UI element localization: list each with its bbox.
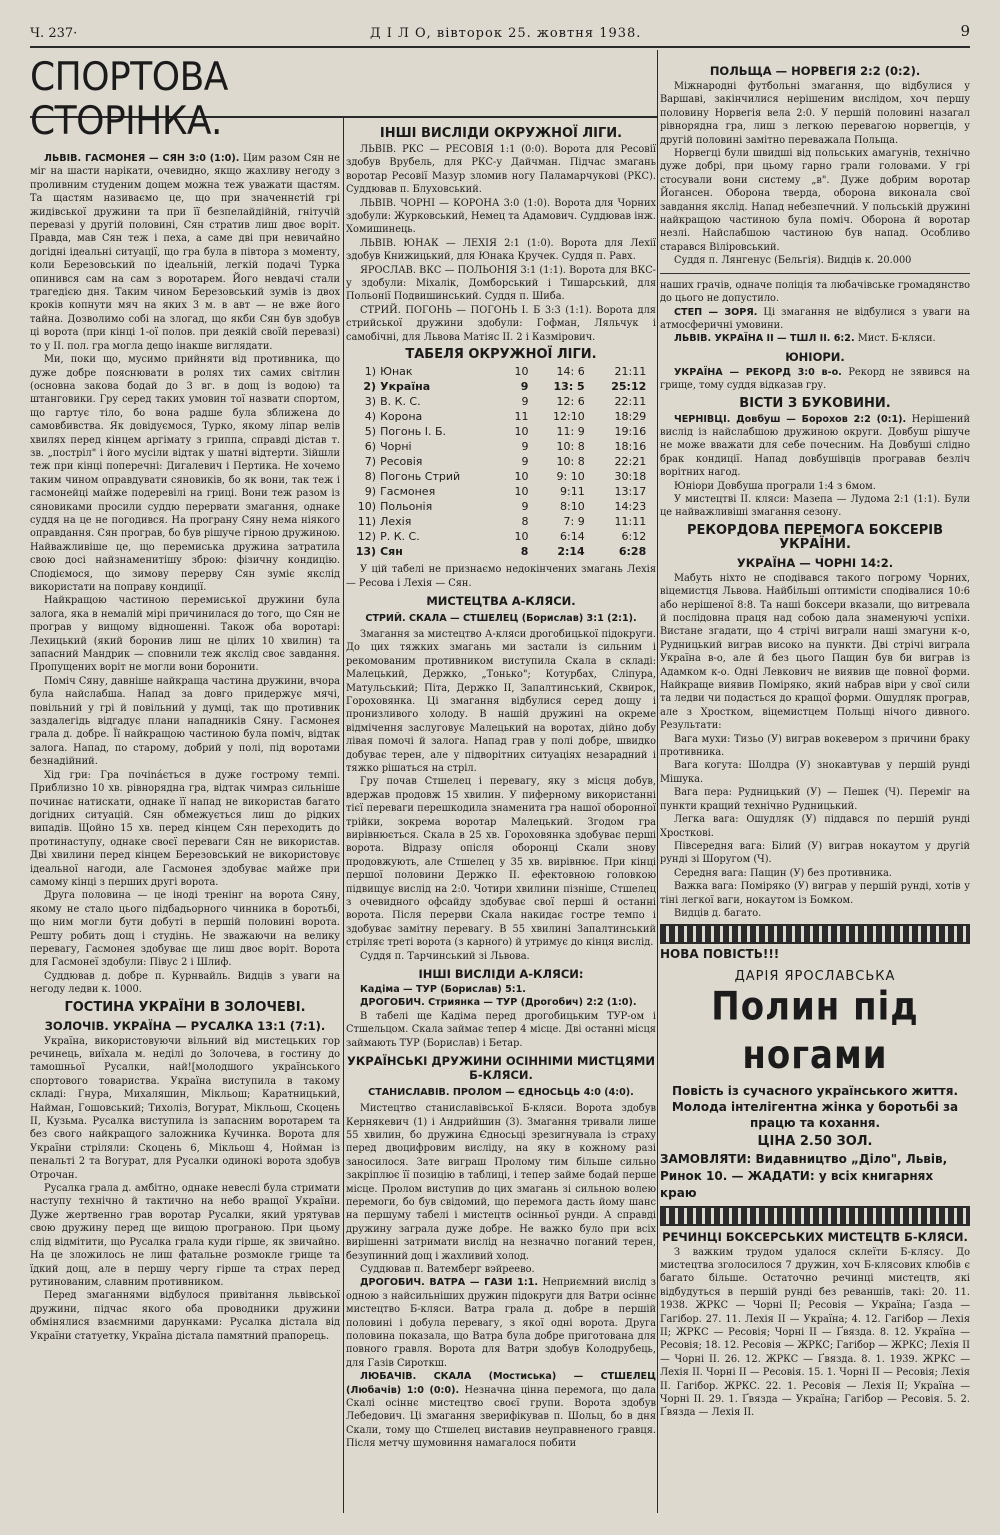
table-cell-p: 12:10 — [553, 410, 585, 424]
table-cell-s: 19:16 — [614, 425, 647, 439]
section-heading: РЕКОРДОВА ПЕРЕМОГА БОКСЕРІВ УКРАЇНИ. — [686, 522, 944, 552]
table-cell-n: 10) — [357, 500, 377, 514]
result-paragraph: ЯРОСЛАВ. ВКС — ПОЛЬОНІЯ 3:1 (1:1). Ворота для ВКС-у здобули: Міхалік, Домборський і Тишарський, для Польонії Подвишинський. Суддя п. Шиба. — [346, 264, 656, 303]
table-cell-s: 22:11 — [614, 395, 647, 409]
table-cell-team: Лехія — [380, 515, 412, 529]
table-row — [354, 379, 649, 394]
league-table — [354, 364, 649, 559]
book-advertisement — [660, 924, 970, 1225]
article-paragraph: Легка вага: Ошудляк (У) піддався по першій рунді Хростковi. — [660, 814, 970, 839]
table-cell-team: В. К. С. — [380, 395, 421, 409]
column-divider — [657, 50, 658, 1513]
section-heading: МИСТЕЦТВА А-КЛЯСИ. — [426, 593, 576, 608]
table-row — [354, 514, 649, 529]
table-cell-s: 18:29 — [614, 410, 647, 424]
table-row — [354, 424, 649, 439]
table-row — [354, 394, 649, 409]
section-heading: ІНШІ ВИСЛІДИ ОКРУЖНОЇ ЛІГИ. — [379, 126, 623, 141]
table-cell-p: 11: 9 — [556, 425, 585, 439]
column-3 — [660, 60, 970, 1420]
section-subheading: СТАНИСЛАВІВ. ПРОЛОМ — ЄДНОСЬЦЬ 4:0 (4:0). — [368, 1087, 634, 1099]
table-cell-team: Корона — [380, 410, 423, 424]
column-divider — [343, 118, 344, 1513]
table-cell-g: 10 — [514, 485, 529, 499]
table-cell-s: 11:11 — [614, 515, 647, 529]
article-paragraph: Гру почав Стшелец і перевагу, яку з місця добув, вдержав продовж 15 хвилин. У пиферному використанні тієї переваги перешкодила знаменита гра нашої оборонної трійки, зокрема воротар Малецький. Згодом гра вирівнюється. Скала в 25 хв. Гороховянка здобуває перші ворота. Відразу опісля оборонці Скали знову продовжують, але Стшелец у 35 хв. вирівнює. При кінці першої половини Держко II. ефектовною головкою підвищує вислід на 2:0. Чотири хвилини пізніше, Стшелец з очевидного офсайду здобуває свої перші й останні ворота. Після перерви Скала накидає гостре темпо і здобуває замітну перевагу. В 55 хвилині Запалтинський стріляє треті ворота (з карного) й утримує до кінця вислід. — [346, 776, 656, 949]
table-cell-team: Юнак — [380, 365, 413, 379]
table-row — [354, 484, 649, 499]
table-cell-n: 13) — [355, 545, 377, 559]
table-cell-g: 9 — [520, 380, 529, 394]
table-cell-p: 7: 9 — [563, 515, 585, 529]
table-cell-s: 6:12 — [621, 530, 647, 544]
table-cell-n: 5) — [364, 425, 377, 439]
table-cell-g: 9 — [521, 440, 529, 454]
article-paragraph: Вага когута: Шолдра (У) знокавтував у першій рунді Мішука. — [660, 760, 970, 785]
table-row — [354, 529, 649, 544]
table-cell-g: 11 — [514, 410, 529, 424]
ad-label: НОВА ПОВІСТЬ!!! — [660, 947, 780, 962]
article-paragraph: Перед змаганнями відбулося привітання львівської дружини, підчас якого оба проводники дружини обмінялися взаємними дарунками: Русалка дістала від України статуетку, Україна дістала памятний прапорець. — [30, 1290, 340, 1342]
table-cell-team: Погонь Стрий — [380, 470, 461, 484]
article-paragraph: Юніори Довбуша програли 1:4 з 6мом. — [674, 480, 876, 492]
article-paragraph: Україна, використовуючи вільний від мистецьких гор речинець, виїхала м. неділі до Золочева, в гостину до тамошньої Русалки, най![молодшого українського спортового товариства. Україна виступила в такому складі: Гнура, Михаляшин, Мікльош; Каратницький, Найман, Гошовський; Тихоліз, Вогурат, Мікльош, Скоцень II, Кузьма. Русалка виступила із запасним воротарем та без свого найкращого заложника Кучинка. Ворота для України стріляли: Скоцень 6, Мікльош 4, Нойман із пенальті 2 та Вогурат, для Русалки одинокі ворота здобув Отрочан. — [30, 1035, 340, 1181]
article-paragraph: СТЕП — ЗОРЯ. Ці змагання не відбулися з уваги на атмосферичні умовини. — [660, 306, 971, 331]
article-headline: ЛЬВІВ. ГАСМОНЕЯ — СЯН 3:0 (1:0). — [44, 153, 240, 164]
article-paragraph: Норвегці були швидші від польських амагунів, технічно дуже добрі, при цьому гарно грали головами. У грі стосували вони систему „в". Дуже добрим воротар Йогансен. Оборона тверда, оборона виконала свої завдання якслід. Напад небезпечний. У польській дружині найкращою частиною була поміч. Оборона й воротар незлі. Найслабшою частиною був напад. Особливо старався Віліровський. — [660, 148, 970, 253]
table-cell-p: 6:14 — [560, 530, 585, 544]
table-cell-n: 9) — [364, 485, 377, 499]
table-row — [354, 454, 649, 469]
table-row — [354, 439, 649, 454]
page-title: СПОРТОВА СТОРІНКА. — [30, 54, 228, 144]
ornament-border — [660, 1206, 970, 1226]
result-paragraph: ЛЬВІВ. ЮНАК — ЛЕХІЯ 2:1 (1:0). Ворота для Лехії здобув Книжицький, для Юнака Кручек. Суддя п. Равх. — [346, 237, 656, 263]
table-cell-g: 9 — [521, 395, 529, 409]
table-cell-g: 9 — [521, 455, 529, 469]
page-number: 9 — [960, 22, 970, 40]
article-paragraph: У мистецтві II. кляси: Мазепа — Лудома 2:1 (1:1). Були це найважливіші змагання сезону. — [660, 493, 970, 519]
ad-description: Повість із сучасного українського життя. Молода інтелігентна жінка у боротьбі за працю та кохання. — [671, 1084, 959, 1131]
table-cell-g: 10 — [514, 470, 529, 484]
table-cell-p: 8:10 — [560, 500, 585, 514]
article-paragraph: наших грачів, одначе поліція та любачівське громадянство до цього не допустило. — [660, 279, 970, 305]
article-paragraph: Вага пера: Рудницький (У) — Пешек (Ч). Переміг на пункти кращий технічно Рудницький. — [660, 787, 970, 812]
table-cell-n: 6) — [364, 440, 377, 454]
table-cell-s: 14:23 — [614, 500, 647, 514]
article-paragraph: Ми, поки що, мусимо прийняти від противника, що дуже добре пояснювати в ролях тих самих світлин (основна закова бодай до 3 вг. в дощ із водою) та штанговики. Гру серед таких умовин тої назвати спортом, що гартує тіло, бо вона радше була зближена до самовбивства. Як довідуємося, Турко, якому ліпар велів хвилях перед кінцем аргімату з гриппа, справді дістав т. зв. „постріл" і його мусіли відтак у шатні відтерти. Зійшли теж при кінці поперечні: Дигалевич і Пертика. Не хочемо таким чином оправдувати сяновиків, бо як вони, так теж і гасмонейці майже подеревілі на гриці. Вони теж разом із сяновиками просили суддю перервати змагання, однаке суддя на це не погодився. На програну Сяну нема ніякого оправдання. Сян програв, бо був рішуче гірною дружиною. Найважливіше це, що перемиська дружина затратила свою досі найзнаменитішу зброю: фізичну кондицію. Сподіємося, що зимову перерву Сян зуміє якслід використати на поправу кондиції. — [30, 354, 340, 593]
section-subheading: ЗОЛОЧІВ. УКРАЇНА — РУСАЛКА 13:1 (7:1). — [44, 1018, 326, 1033]
table-cell-s: 18:16 — [614, 440, 647, 454]
article-paragraph: Хід гри: Гра почináється в дуже гострому темпі. Приблизно 10 хв. рівнорядна гра, відтак чимраз сильніше починає натискати, однаке її напад не використав багато догідних ситуацій. Сян обмежується лиш до рідких випадів. Щойно 15 хв. перед кінцем Сян переходить до протинаступу, однаке своєї переваги Сян не використав. Дві хвилини перед кінцем Березовський не використовує ідеальної нагоди, але Гасмонея здобуває майже при самому кінці з перших другі ворота. — [30, 769, 340, 888]
ad-order-info: ЗАМОВЛЯТИ: Видавництво „Діло", Львів, Ринок 10. — ЖАДАТИ: у всіх книгарнях краю — [660, 1151, 948, 1200]
result-paragraph: ЛЬВІВ. РКС — РЕСОВІЯ 1:1 (0:0). Ворота для Ресовії здобув Врубель, для РКС-у Дайчман. Підчас змагань воротар Ресовії Мазур зломив ногу Паламарчукові (РКС). Суддював п. Блуховський. — [346, 144, 656, 196]
table-cell-n: 1) — [364, 365, 377, 379]
table-cell-g: 10 — [514, 530, 529, 544]
table-row — [354, 469, 649, 484]
table-cell-g: 10 — [514, 365, 529, 379]
table-cell-team: Польонія — [380, 500, 433, 514]
ad-price: ЦІНА 2.50 ЗОЛ. — [757, 1134, 873, 1150]
table-cell-team: Погонь І. Б. — [380, 425, 447, 439]
article-paragraph: ЛЬВІВ. ГАСМОНЕЯ — СЯН 3:0 (1:0). Цим разом Сян не міг на шасти нарікати, очевидно, якщо жахливу негоду з проливним студеним дощем можна теж уважати щастям. Та щастям називаємо це, що при значеннєтій грі жидівської дружини та при її безпелайдійній, гнітучій перевазі у другій половині, Сян стратив лиш двоє воріт. Правда, мав Сян теж і пеха, а саме дві при невичайно догідні ідеальні ситуації, що гра була в півтора з моменту, коли Березовський по ідеальній, легкій подачі Турка опинився сам на сам з воротарем. Його невдачі стали трагедією дня. Таким чином Березовський зумів із двох кроків копнути мяч на яких 3 м. в авт — не вже його тайна. Дозволимо собі на злогад, що якби Сян був здобув ці ворота (при кінці 1-ої полов. при деякій своїй перевазі) то у II. пол. гра могла дещо інакше виглядати. — [30, 153, 340, 352]
article-paragraph: Русалка грала д. амбітно, однаке невеслі була стримати наступу технічно й тактично на небо вращої України. Дуже жертвенно грав воротар Русалки, який урятував свою дружину перед ще вищою програною. При цьому слід відмітити, що Русалка грала куди гірше, як звичайно. На це зложилось не лиш фатальне розмокле грище та їдкий дощ, але в першу чергу гірше та страх перед рутинованим, славним противником. — [30, 1183, 340, 1288]
table-cell-team: Гасмонея — [380, 485, 436, 499]
table-row — [354, 409, 649, 424]
table-cell-p: 12: 6 — [556, 395, 585, 409]
ad-author: ДАРІЯ ЯРОСЛАВСЬКА — [734, 968, 896, 984]
table-row — [354, 499, 649, 514]
table-cell-g: 9 — [521, 500, 529, 514]
article-paragraph: Важка вага: Поміряко (У) виграв у першій рунді, хотів у тіні легкої ваги, нокаутом із Бомком. — [660, 881, 970, 906]
article-paragraph: Найкращою частиною перемиської дружини була залога, яка в немалій мірі причинилася до того, що Сян не програв у вищому відношенні. Також оба воротарі: Лехицький (який боронив лиш не цілих 10 хвилин) та запасний Мандрик — сповнили теж якслід своє завдання. Пропущених воріт не могли вони боронити. — [30, 595, 340, 674]
article-paragraph: Суддював п. Ватемберг вэйреево. — [360, 1263, 535, 1275]
table-cell-s: 22:21 — [614, 455, 647, 469]
result-headline: ЛЮБАЧІВ. СКАЛА (Мостиська) — СТШЕЛЕЦ (Любачів) 1:0 (0:0). — [346, 1371, 656, 1396]
masthead-date: Д І Л О, вівторок 25. жовтня 1938. — [370, 26, 642, 41]
article-paragraph: УКРАЇНА — РЕКОРД 3:0 в-о. Рекорд не зявився на грище, тому суддя відказав гру. — [660, 366, 970, 392]
divider — [660, 273, 970, 274]
table-cell-team: Україна — [380, 380, 431, 394]
article-paragraph: В табелі ще Кадіма перед дрогобицьким ТУР-ом і Стшельцом. Скала займає тепер 4 місце. Дві останні місця займають ТУР (Борислав) і Бетар. — [346, 1010, 656, 1049]
table-cell-g: 10 — [514, 425, 529, 439]
article-paragraph: Друга половина — це іноді тренінг на ворота Сяну, якому не стало цього підбадьорного чинника в боротьбі, що ним могли бути добуті в першій половині ворота. Решту робить дощ і студінь. Не зважаючи на велику перевагу, Гасмонея здобуває ще лиш двоє воріт. Ворота для Гасмонеї здобули: Півус 2 і Шлиф. — [30, 890, 340, 969]
table-cell-n: 8) — [364, 470, 377, 484]
result-headline: ДРОГОБИЧ. ВАТРА — ГАЗИ 1:1. — [360, 1277, 538, 1289]
table-cell-p: 10: 8 — [556, 440, 585, 454]
result-line: Кадіма — ТУР (Борислав) 5:1. — [360, 984, 526, 996]
table-cell-team: Сян — [380, 545, 403, 559]
table-cell-g: 8 — [521, 515, 529, 529]
ad-title: Полин під ногами — [711, 984, 919, 1079]
ornament-border — [660, 924, 970, 944]
section-heading: ПОЛЬЩА — НОРВЕГІЯ 2:2 (0:2). — [709, 64, 921, 78]
section-heading: ВІСТИ З БУКОВИНИ. — [739, 395, 891, 411]
table-cell-n: 11) — [357, 515, 377, 529]
header-rule — [30, 46, 970, 48]
table-note: У цій табелі не признаємо недокінчених змагань Лехія — Ресова і Лехія — Сян. — [346, 564, 656, 589]
table-cell-n: 3) — [364, 395, 377, 409]
table-cell-p: 2:14 — [557, 545, 585, 559]
table-cell-p: 9: 10 — [556, 470, 585, 484]
table-cell-p: 14: 6 — [556, 365, 585, 379]
article-paragraph: Видців д. багато. — [674, 907, 762, 919]
section-heading: РЕЧИНЦІ БОКСЕРСЬКИХ МИСТЕЦТВ Б-КЛЯСИ. — [662, 1229, 968, 1244]
table-cell-p: 10: 8 — [556, 455, 585, 469]
article-paragraph: ЛЮБАЧІВ. СКАЛА (Мостиська) — СТШЕЛЕЦ (Любачів) 1:0 (0:0). Незначна цінна перемога, що дала Скалі осіннє мистецтво своєї групи. Ворота здобув Лебедович. Ці змагання зверифікував п. Шольц, бо в дня Скали, тому що Стшелец виставив неуправненого гравця. Після метчу шумовиння намагалося побити — [346, 1371, 656, 1450]
table-cell-s: 21:11 — [614, 365, 647, 379]
article-paragraph: Суддював д. добре п. Курнвайль. Видців з уваги на негоду ледви к. 1000. — [30, 970, 340, 996]
article-paragraph: Вага мухи: Тизьо (У) виграв вокевером з причини браку противника. — [660, 733, 970, 759]
table-cell-s: 30:18 — [614, 470, 647, 484]
issue-number: Ч. 237· — [30, 26, 78, 41]
article-paragraph: З важким трудом удалося склеїти Б-клясу. До мистецтва зголосилося 7 дружин, хоч Б-клясових клюбів є багато більше. Остаточно речинці мистецтв, які відбудуться в першій рунді без реваншів, такі: 20. 11. 1938. ЖРКС — Чорні II; Ресовія — Україна; Ґазда — Гагібор. 27. 11. Лехія II — Україна; 4. 12. Гагібор — Лехія II; ЖРКС — Ресовія; Чорні II — Ґвязда. 8. 12. Україна — Ресовія; 18. 12. Ресовія — ЖРКС; Гагібор — ЖРКС; Лехія II — Чорні II. 26. 12. ЖРКС — Ґвязда. 8. 1. 1939. ЖРКС — Лехія II. Чорні II — Ресовія. 15. 1. Чорні II — Ресовія; Лехія II. Гагібор. ЖРКС. 22. 1. Ресовія — Лехія II; Україна — Чорні II. 29. 1. Ґвязда — Україна; Гагібор — Ресовія. 5. 2. Ґвязда — Лехія II. — [660, 1246, 970, 1419]
article-paragraph: Суддя п. Лянгенус (Бельгія). Видців к. 20.000 — [674, 255, 912, 267]
article-paragraph: Суддя п. Тарчинський зі Львова. — [360, 950, 530, 962]
article-paragraph: Середня вага: Пащин (У) без противника. — [674, 867, 892, 879]
column-1 — [30, 54, 340, 1343]
column-2 — [346, 123, 656, 1451]
article-paragraph: ДРОГОБИЧ. ВАТРА — ГАЗИ 1:1. Неприємний вислід з одною з найсильніших дружин підокруги для Ватри осіннє мистецтво Б-кляси. Ватра грала д. добре в першій половині і добула перевагу, з якої одні ворота. Друга половина показала, що Ватра була добре приготована для повного гравля. Ворота для Ватри здобув Колодрубець, для Газів Сироткш. — [346, 1277, 656, 1369]
table-title: ТАБЕЛЯ ОКРУЖНОЇ ЛІГИ. — [405, 347, 597, 363]
table-cell-p: 13: 5 — [553, 380, 585, 394]
table-cell-s: 25:12 — [611, 380, 647, 394]
table-cell-n: 12) — [357, 530, 377, 544]
result-line: ДРОГОБИЧ. Стриянка — ТУР (Дрогобич) 2:2 (1:0). — [360, 997, 637, 1009]
table-row — [354, 364, 649, 379]
section-heading: ГОСТИНА УКРАЇНИ В ЗОЛОЧЕВІ. — [64, 999, 306, 1015]
article-paragraph: Змагання за мистецтво А-кляси дрогобицької підокруги. До цих тяжких змагань ми застали із сильним і рекомованим противником виступила Скала в складі: Малецький, Держко, „Тонько"; Котурбах, Сліпура, Матульський; Піта, Держко II, Запалтинський, Сквирок, Гороховянка. Ці змагання відбулися серед дощу і пронизливого холоду. В нашій дружині на окреме відмічення заслуговує Малецький на воротах, дійно добу лівая помочі й залога. Напад грав у полі добре, швидко добуває терен, але у підворітних ситуаціях незарадний і тяжко рішаться на стріл. — [346, 628, 656, 774]
table-cell-team: Р. К. С. — [380, 530, 420, 544]
section-heading: УКРАЇНСЬКІ ДРУЖИНИ ОСІННІМИ МИСТЦЯМИ Б-КЛЯСИ. — [347, 1054, 655, 1083]
table-cell-team: Ресовія — [380, 455, 423, 469]
article-paragraph: Поміч Сяну, давніше найкраща частина дружини, вчора була найслабша. Напад за довго придержує мячі, повільний у грі й повільний у думці, так що противник заздалегідь відгадує плани нападників Сяну. Гасмонея грала д. добре. Її найкращою частиною була поміч, відтак залога. Напад, по старому, добрий у полі, під воротами безнадійний. — [30, 675, 340, 768]
section-subheading: УКРАЇНА — ЧОРНІ 14:2. — [736, 555, 894, 570]
page-header — [30, 22, 970, 46]
result-paragraph: СТРИЙ. ПОГОНЬ — ПОГОНЬ І. Б 3:3 (1:1). Ворота для стрийської дружини здобули: Гофман, Ляльчук і самобічні, для Львова Матіяс II. 2 і Казмірович. — [346, 304, 656, 343]
section-subheading: СТРИЙ. СКАЛА — СТШЕЛЕЦ (Борислав) 3:1 (2:1). — [365, 612, 637, 624]
table-cell-team: Чорні — [380, 440, 412, 454]
article-paragraph: Міжнародні футбольні змагання, що відбулися у Варшаві, закінчилися нерішеним вислідом, хоч першу половину Норвегія вела 2:0. У першій половині назагал рівнорядна гра, лиш з легкою перевагою норвегців, у другій половині замітно переважала Польща. — [660, 81, 970, 146]
article-paragraph: ЧЕРНІВЦІ. Довбуш — Борохов 2:2 (0:1). Нерішений вислід із найслабшою дружиною округи. Довбуш рішуче не може вважати для себе почесним. На Довбуші слідно брак кондиції. Напад довбушівців програвав безліч ворітних нагод. — [660, 413, 970, 479]
table-cell-g: 8 — [520, 545, 529, 559]
table-cell-s: 6:28 — [618, 545, 647, 559]
section-heading: ІНШІ ВИСЛІДИ А-КЛЯСИ: — [418, 967, 584, 982]
table-cell-s: 13:17 — [614, 485, 647, 499]
table-cell-n: 2) — [363, 380, 377, 394]
table-row — [354, 544, 649, 559]
section-heading: ЮНІОРИ. — [785, 349, 845, 364]
result-paragraph: ЛЬВІВ. ЧОРНІ — КОРОНА 3:0 (1:0). Ворота для Чорних здобули: Журковський, Немец та Адамович. Суддював інж. Хомишинець. — [346, 197, 656, 236]
article-paragraph: Мистецтво станиславівської Б-кляси. Ворота здобув Кернякевич (1) і Андрийшин (3). Змагання тривали лише 55 хвилин, бо дружина Єдносьці зрезигнувала із страху перед двоцифровим висліду, на яку в кожному разі заносилося. Зате виграш Пролому тим більше сильно закріплює її позицію в таблиці, і тепер займе бодай перше місце. Пролом виступив до цих змагань зі сильною волею перемоги, бо був свідомий, що перемога дасть йому шанс на першуму табелі і мистецтв осінньої рунди. А справді дружину заграла дуже добре. Не важко було при всіх вирішенні затримати вислід на незначно поганий терен, безупинний дощ і жахливий холод. — [346, 1103, 656, 1262]
table-cell-p: 9:11 — [560, 485, 585, 499]
article-paragraph: Півсередня вага: Білий (У) виграв нокаутом у другій рунді зі Шоругом (Ч). — [660, 840, 970, 866]
article-paragraph: Мабуть ніхто не сподівався такого погрому Чорних, віцемистця Львова. Найбільші оптимісти сподівалися 10:6 або нерішеної 8:8. Та наші боксери вказали, що витревала й послідовна праця над собою дала знаменуючі успіхи. Вистане згадати, що 4 стрічі виграли наші змагуни к-о, Рудницький виграв високо на пункти. Дві стрічі виграла Україна в-о, але й без цього Пащин був би виграв із Адамком к-о. Одні Левкович не виявив ще повної форми. Найкраще виявив Поміряко, який набрав віри у свої сили та ледви чи подасться до кращої форми. Ошудляк програв, але з Хростком, віцемистцем Польщі нічого дивного. Результати: — [660, 572, 970, 732]
table-cell-n: 7) — [364, 455, 377, 469]
table-cell-n: 4) — [364, 410, 377, 424]
article-paragraph: ЛЬВІВ. УКРАЇНА II — ТШЛ II. 6:2. Мист. Б-кляси. — [674, 333, 936, 345]
